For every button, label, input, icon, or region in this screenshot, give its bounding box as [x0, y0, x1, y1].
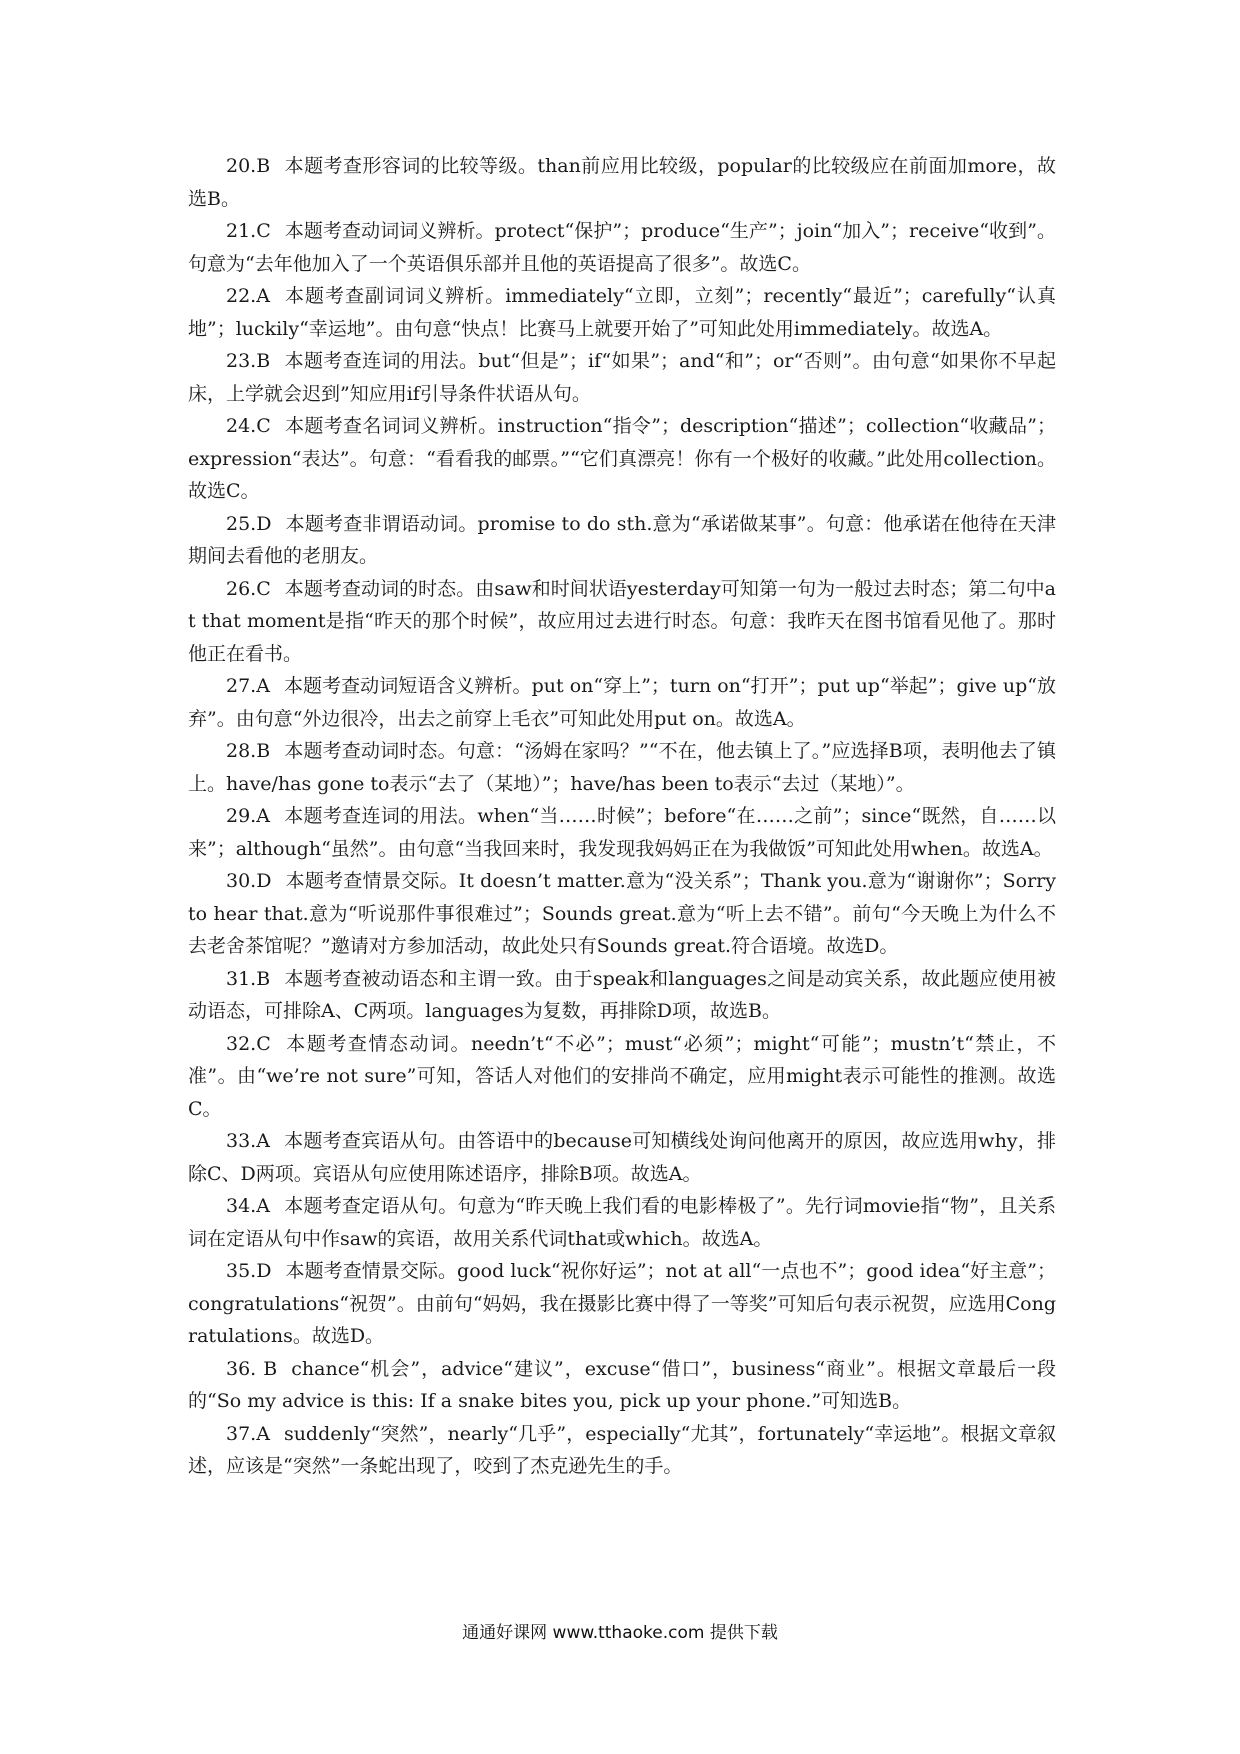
- answer-number: 36. B: [226, 1357, 278, 1380]
- answer-explanation: 本题考查情态动词。needn’t“不必”；must“必须”；might“可能”；mustn’t“禁止，不准”。由“we’re not sure”可知，答话人对他们的安排尚不确定，应用might表示可能性的推测。故选C。: [188, 1032, 1056, 1120]
- answer-number: 23.B: [226, 350, 271, 372]
- answer-number: 29.A: [226, 805, 270, 827]
- answer-item-37: [188, 1418, 1056, 1483]
- answer-item-26: [188, 573, 1056, 671]
- answer-item-27: [188, 670, 1056, 735]
- answer-item-34: [188, 1190, 1056, 1255]
- answer-item-31: [188, 963, 1056, 1028]
- answer-number: 25.D: [226, 512, 272, 535]
- answer-explanation: 本题考查被动语态和主谓一致。由于speak和languages之间是动宾关系，故此题应使用被动语态，可排除A、C两项。languages为复数，再排除D项，故选B。: [188, 967, 1056, 1022]
- answer-explanation: 本题考查副词词义辨析。immediately“立即，立刻”；recently“最近”；carefully“认真地”；luckily“幸运地”。由句意“快点！比赛马上就要开始了”可知此处用immediately。故选A。: [188, 285, 1056, 340]
- answer-explanation: 本题考查情景交际。good luck“祝你好运”；not at all“一点也不”；good idea“好主意”；congratulations“祝贺”。由前句“妈妈，我在摄影比赛中得了一等奖”可知后句表示祝贺，应选用Congratulations。故选D。: [188, 1260, 1056, 1347]
- answer-item-23: [188, 345, 1056, 410]
- answer-item-35: [188, 1255, 1056, 1353]
- answer-item-24: [188, 410, 1056, 508]
- answer-number: 21.C: [226, 220, 271, 242]
- answer-explanation: 本题考查情景交际。It doesn’t matter.意为“没关系”；Thank you.意为“谢谢你”；Sorry to hear that.意为“听说那件事很难过”；Sounds great.意为“听上去不错”。前句“今天晚上为什么不去老舍茶馆呢？”邀请对方参加活动，故此处只有Sounds great.符合语境。故选D。: [188, 870, 1056, 957]
- answer-item-33: [188, 1125, 1056, 1190]
- answer-explanation: 本题考查动词短语含义辨析。put on“穿上”；turn on“打开”；put up“举起”；give up“放弃”。由句意“外边很冷，出去之前穿上毛衣”可知此处用put on。故选A。: [188, 675, 1056, 730]
- answer-explanation: 本题考查非谓语动词。promise to do sth.意为“承诺做某事”。句意：他承诺在他待在天津期间去看他的老朋友。: [188, 512, 1056, 567]
- answer-explanation: 本题考查形容词的比较等级。than前应用比较级，popular的比较级应在前面加more，故选B。: [188, 155, 1056, 210]
- answer-item-28: [188, 735, 1056, 800]
- answer-explanation: 本题考查连词的用法。when“当……时候”；before“在……之前”；since“既然，自……以来”；although“虽然”。由句意“当我回来时，我发现我妈妈正在为我做饭”可知此处用when。故选A。: [188, 805, 1056, 860]
- answer-number: 27.A: [226, 675, 270, 697]
- answer-item-29: [188, 800, 1056, 865]
- answer-explanation: 本题考查动词词义辨析。protect“保护”；produce“生产”；join“加入”；receive“收到”。句意为“去年他加入了一个英语俱乐部并且他的英语提高了很多”。故选C。: [188, 220, 1056, 275]
- answer-item-36: [188, 1353, 1056, 1418]
- answer-number: 30.D: [226, 870, 272, 892]
- answer-explanation: 本题考查连词的用法。but“但是”；if“如果”；and“和”；or“否则”。由句意“如果你不早起床，上学就会迟到”知应用if引导条件状语从句。: [188, 350, 1056, 405]
- page-footer: 通通好课网 www.tthaoke.com 提供下载: [462, 1623, 778, 1643]
- answer-explanation: 本题考查定语从句。句意为“昨天晚上我们看的电影棒极了”。先行词movie指“物”，且关系词在定语从句中作saw的宾语，故用关系代词that或which。故选A。: [188, 1195, 1056, 1250]
- answer-explanation: 本题考查宾语从句。由答语中的because可知横线处询问他离开的原因，故应选用why，排除C、D两项。宾语从句应使用陈述语序，排除B项。故选A。: [188, 1130, 1056, 1185]
- answer-item-20: [188, 150, 1056, 215]
- answer-number: 20.B: [226, 155, 271, 177]
- answer-explanation: suddenly“突然”，nearly“几乎”，especially“尤其”，fortunately“幸运地”。根据文章叙述，应该是“突然”一条蛇出现了，咬到了杰克逊先生的手。: [188, 1422, 1056, 1477]
- answer-explanation: chance“机会”，advice“建议”，excuse“借口”，business“商业”。根据文章最后一段的“So my advice is this: If a snake bites you, pick up your phone.”可知选B。: [188, 1357, 1057, 1412]
- answer-item-21: [188, 215, 1056, 280]
- answer-explanation: 本题考查动词时态。句意：“汤姆在家吗？”“不在，他去镇上了。”应选择B项，表明他去了镇上。have/has gone to表示“去了（某地）”；have/has been to表示“去过（某地）”。: [188, 740, 1056, 795]
- answer-number: 34.A: [226, 1195, 270, 1217]
- answer-item-32: [188, 1028, 1056, 1126]
- answer-item-22: [188, 280, 1056, 345]
- answer-explanations: [188, 150, 1056, 1483]
- answer-explanation: 本题考查名词词义辨析。instruction“指令”；description“描述”；collection“收藏品”；expression“表达”。句意：“看看我的邮票。”“它们真漂亮！你有一个极好的收藏。”此处用collection。故选C。: [188, 415, 1056, 502]
- answer-number: 37.A: [226, 1422, 270, 1445]
- answer-number: 35.D: [226, 1260, 272, 1282]
- answer-number: 33.A: [226, 1130, 270, 1152]
- answer-number: 32.C: [226, 1032, 271, 1055]
- answer-number: 22.A: [226, 285, 270, 307]
- answer-number: 28.B: [226, 740, 271, 762]
- answer-number: 31.B: [226, 967, 271, 990]
- answer-item-30: [188, 865, 1056, 963]
- answer-number: 24.C: [226, 415, 271, 437]
- answer-number: 26.C: [226, 577, 271, 600]
- answer-explanation: 本题考查动词的时态。由saw和时间状语yesterday可知第一句为一般过去时态；第二句中at that moment是指“昨天的那个时候”，故应用过去进行时态。句意：我昨天在图书馆看见他了。那时他正在看书。: [188, 577, 1056, 665]
- answer-item-25: [188, 508, 1056, 573]
